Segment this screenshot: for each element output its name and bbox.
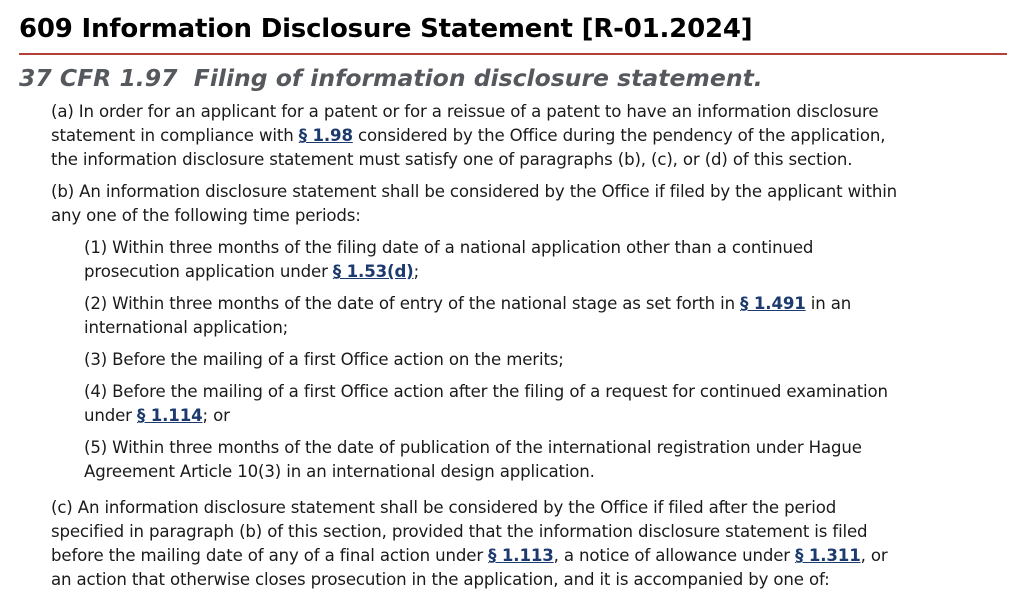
text-line <box>51 520 1024 544</box>
section-link[interactable]: § 1.311 <box>795 546 861 565</box>
text-line <box>51 544 1024 568</box>
text-segment: under <box>84 406 137 425</box>
text-segment: prosecution application under <box>84 262 333 281</box>
text-segment: (c) An information disclosure statement shall be considered by the Office if filed after the period <box>51 498 837 517</box>
text-line <box>84 292 1024 316</box>
text-line <box>84 380 1024 404</box>
text-line <box>84 316 1024 340</box>
text-segment: , or <box>860 546 888 565</box>
text-segment: in an <box>805 294 852 313</box>
page-title: 609 Information Disclosure Statement [R-01.2024] <box>19 14 753 44</box>
text-line <box>84 404 1024 428</box>
paragraph <box>0 348 1024 372</box>
text-segment: (3) Before the mailing of a first Office action on the merits; <box>84 350 564 369</box>
text-segment: , a notice of allowance under <box>553 546 796 565</box>
paragraph <box>0 496 1024 592</box>
paragraph <box>0 180 1024 228</box>
paragraph <box>0 380 1024 428</box>
section-link[interactable]: § 1.114 <box>136 406 203 425</box>
text-segment: considered by the Office during the pendency of the application, <box>352 126 886 145</box>
text-segment: before the mailing date of any of a final action under <box>51 546 489 565</box>
text-segment: (b) An information disclosure statement shall be considered by the Office if filed by the applicant within <box>51 182 898 201</box>
text-line <box>51 148 1024 172</box>
text-segment: statement in compliance with <box>51 126 299 145</box>
paragraph <box>0 436 1024 484</box>
title-divider <box>19 53 1007 55</box>
paragraph <box>0 100 1024 172</box>
text-segment: (5) Within three months of the date of publication of the international registration under Hague <box>84 438 862 457</box>
section-link[interactable]: § 1.53(d) <box>332 262 414 281</box>
text-line <box>84 460 1024 484</box>
paragraph <box>0 292 1024 340</box>
text-segment: ; or <box>202 406 230 425</box>
text-segment: the information disclosure statement must satisfy one of paragraphs (b), (c), or (d) of this section. <box>51 150 853 169</box>
text-segment: (1) Within three months of the filing date of a national application other than a continued <box>84 238 814 257</box>
text-segment: international application; <box>84 318 289 337</box>
text-line <box>51 568 1024 592</box>
section-heading: 37 CFR 1.97 Filing of information disclosure statement. <box>19 64 763 92</box>
text-segment: ; <box>413 262 420 281</box>
text-line <box>84 260 1024 284</box>
text-segment: an action that otherwise closes prosecution in the application, and it is accompanied by one of: <box>51 570 830 589</box>
rule-text <box>0 100 1024 600</box>
paragraph <box>0 236 1024 284</box>
text-line <box>51 496 1024 520</box>
text-line <box>51 124 1024 148</box>
text-line <box>84 348 1024 372</box>
text-line <box>84 436 1024 460</box>
text-segment: any one of the following time periods: <box>51 206 361 225</box>
text-segment: (a) In order for an applicant for a patent or for a reissue of a patent to have an information disclosure <box>51 102 879 121</box>
section-link[interactable]: § 1.113 <box>488 546 554 565</box>
text-segment: specified in paragraph (b) of this section, provided that the information disclosure statement is filed <box>51 522 868 541</box>
text-segment: Agreement Article 10(3) in an international design application. <box>84 462 595 481</box>
text-line <box>51 100 1024 124</box>
text-segment: (4) Before the mailing of a first Office action after the filing of a request for continued examination <box>84 382 888 401</box>
section-link[interactable]: § 1.98 <box>298 126 353 145</box>
text-line <box>84 236 1024 260</box>
text-segment: (2) Within three months of the date of entry of the national stage as set forth in <box>84 294 741 313</box>
section-link[interactable]: § 1.491 <box>740 294 806 313</box>
text-line <box>51 180 1024 204</box>
text-line <box>51 204 1024 228</box>
